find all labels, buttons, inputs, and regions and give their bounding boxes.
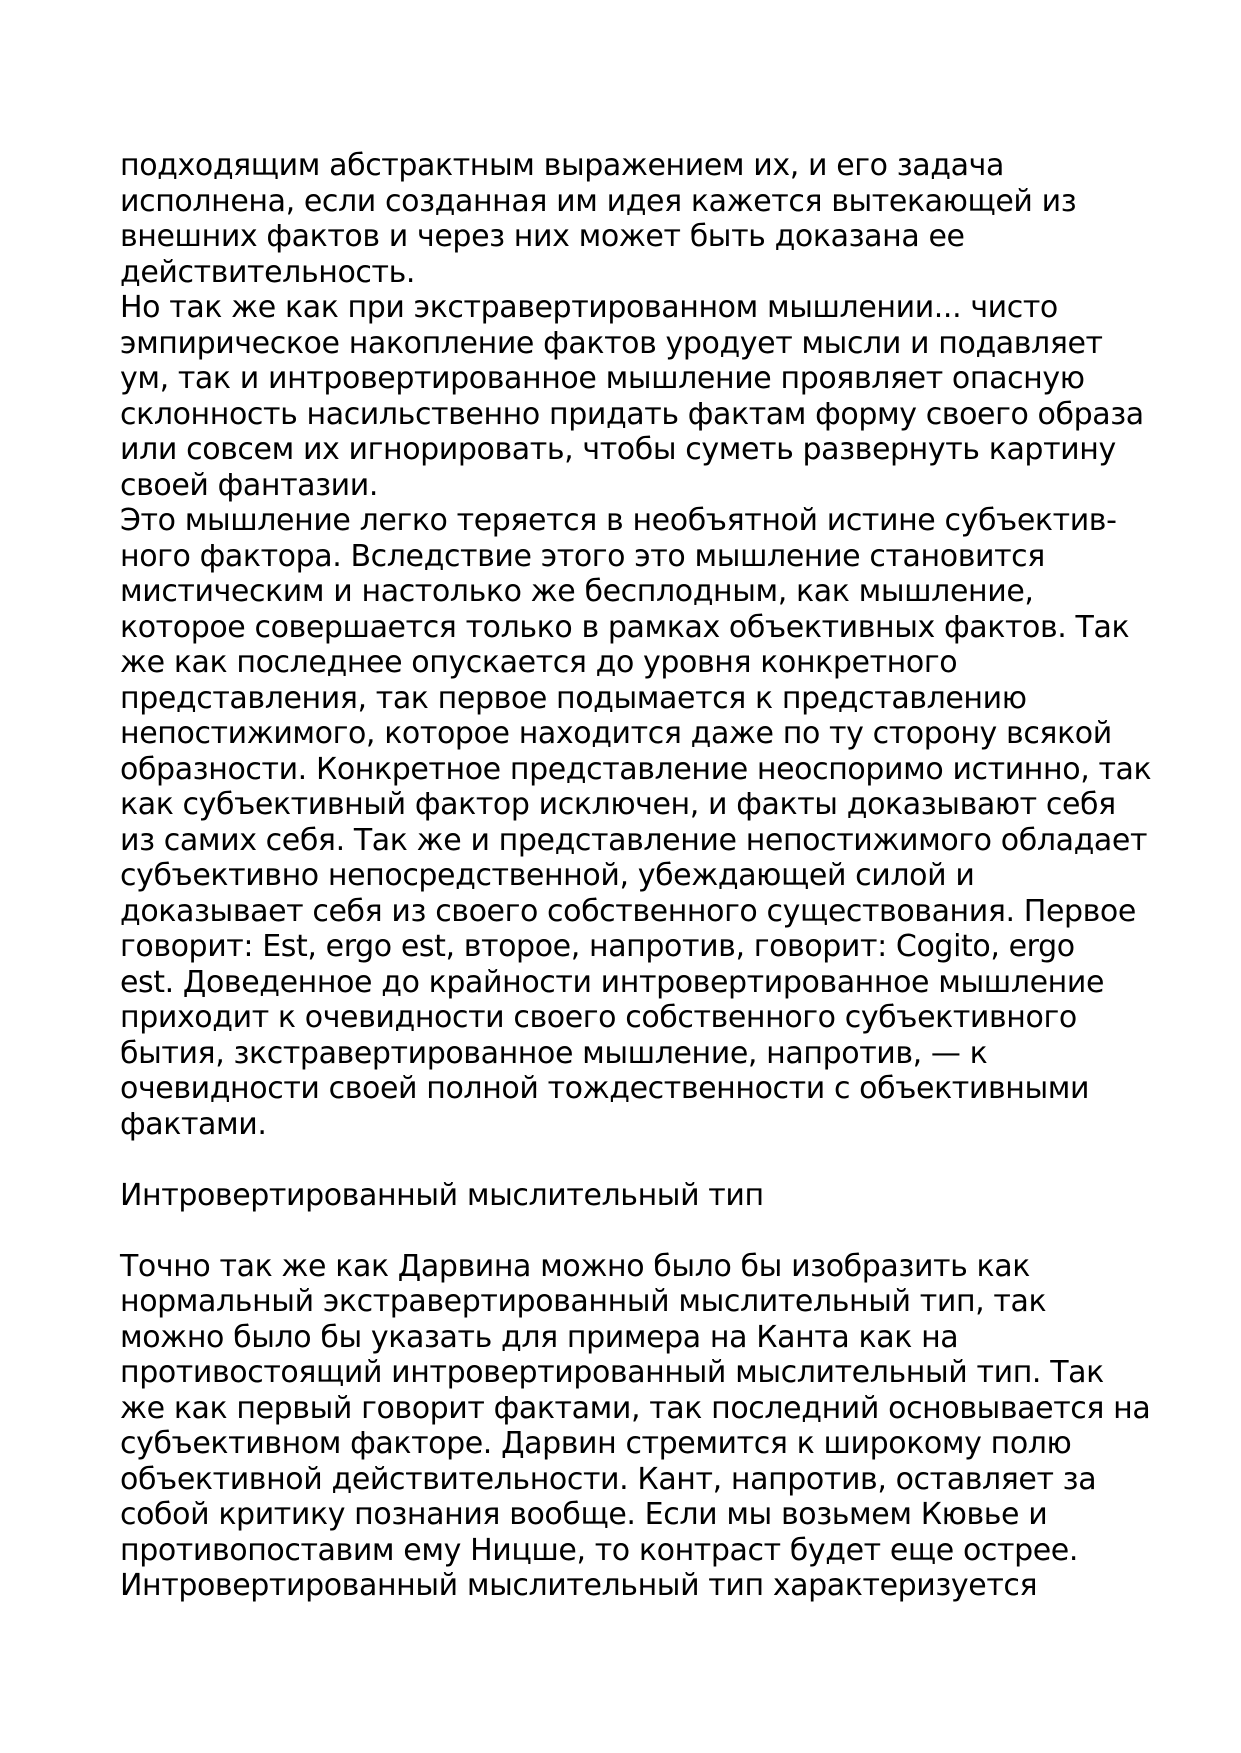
text-line: ного фактора. Вследствие этого это мышление становится <box>120 538 1045 574</box>
text-line: непостижимого, которое находится даже по ту сторону всякой <box>120 716 1112 751</box>
text-line: которое совершается только в рамках объективных фактов. Так <box>120 609 1130 645</box>
text-line: Но так же как при экстравертированном мышлении... чисто <box>120 290 1058 325</box>
text-line: субъективном факторе. Дарвин стремится к широкому полю <box>120 1426 1072 1461</box>
text-line: мистическим и настолько же бесплодным, как мышление, <box>120 574 1034 609</box>
paragraph <box>120 290 1145 503</box>
paragraph <box>120 148 1145 290</box>
text-line: из самих себя. Так же и представление непостижимого обладает <box>120 822 1148 858</box>
text-line: внешних фактов и через них может быть доказана ее <box>120 219 965 254</box>
text-line: же как последнее опускается до уровня конкретного <box>120 645 958 680</box>
text-line: субъективно непосредственной, убеждающей силой и <box>120 858 975 893</box>
text-line: бытия, зкстравертированное мышление, напротив, — к <box>120 1035 988 1071</box>
text-line: объективной действительности. Кант, напротив, оставляет за <box>120 1461 1097 1497</box>
blank-line <box>120 1142 1145 1178</box>
text-line: своей фантазии. <box>120 467 379 503</box>
text-line: противостоящий интровертированный мыслительный тип. Так <box>120 1355 1104 1390</box>
paragraph <box>120 503 1152 1142</box>
text-line: Это мышление легко теряется в необъятной истине субъектив- <box>120 503 1117 538</box>
blank-line <box>120 1213 1145 1249</box>
text-line: исполнена, если созданная им идея кажется вытекающей из <box>120 183 1077 219</box>
text-line: эмпирическое накопление фактов уродует мысли и подавляет <box>120 325 1103 361</box>
text-line: можно было бы указать для примера на Канта как на <box>120 1319 959 1355</box>
text-line: Точно так же как Дарвина можно было бы изобразить как <box>120 1248 1030 1284</box>
text-line: говорит: Est, ergo est, второе, напротив, говорит: Cogito, ergo <box>120 929 1075 964</box>
text-line: Интровертированный мыслительный тип <box>120 1177 764 1213</box>
paragraph <box>120 1248 1151 1604</box>
text-line: как субъективный фактор исключен, и факты доказывают себя <box>120 787 1116 822</box>
text-line: подходящим абстрактным выражением их, и его задача <box>120 148 1004 183</box>
text-line: нормальный экстравертированный мыслительный тип, так <box>120 1284 1047 1319</box>
text-line: приходит к очевидности своего собственного субъективного <box>120 1000 1077 1035</box>
text-column <box>120 148 1152 1604</box>
text-line: Интровертированный мыслительный тип характеризуется <box>120 1568 1038 1603</box>
text-line: или совсем их игнорировать, чтобы суметь развернуть картину <box>120 432 1116 467</box>
section-heading <box>120 1178 1145 1214</box>
text-line: образности. Конкретное представление неоспоримо истинно, так <box>120 751 1152 787</box>
text-line: est. Доведенное до крайности интровертированное мышление <box>120 964 1105 1000</box>
text-line: действительность. <box>120 254 415 290</box>
text-line: представления, так первое подымается к представлению <box>120 680 1027 716</box>
text-line: фактами. <box>120 1106 267 1142</box>
text-line: доказывает себя из своего собственного существования. Первое <box>120 893 1136 929</box>
text-line: противопоставим ему Ницше, то контраст будет еще острее. <box>120 1532 1078 1568</box>
text-line: же как первый говорит фактами, так последний основывается на <box>120 1390 1151 1426</box>
text-line: собой критику познания вообще. Если мы возьмем Кювье и <box>120 1497 1048 1532</box>
text-line: очевидности своей полной тождественности с объективными <box>120 1071 1090 1106</box>
text-line: ум, так и интровертированное мышление проявляет опасную <box>120 361 1085 396</box>
text-line: склонность насильственно придать фактам форму своего образа <box>120 396 1144 432</box>
